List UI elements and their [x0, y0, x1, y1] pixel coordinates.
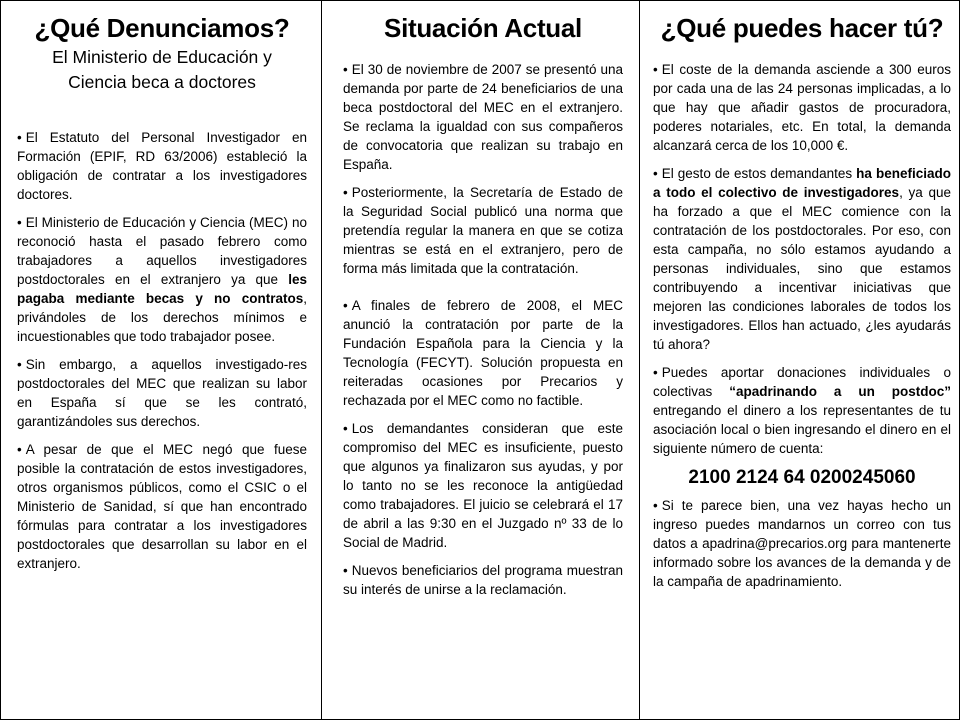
- bullet-icon: •: [17, 130, 22, 145]
- bullet-icon: •: [653, 62, 658, 77]
- bullet-icon: •: [17, 357, 22, 372]
- column-what-you-can-do: [641, 1, 959, 719]
- col1-paragraph-1: • El Estatuto del Personal Investigador en Formación (EPIF, RD 63/2006) estableció la obligación de contratar a los investigadores doctores.: [17, 130, 307, 202]
- col3-paragraph-3: • Puedes aportar donaciones individuales o colectivas “apadrinando a un postdoc” entregando el dinero a los representantes de tu asociación local o bien ingresando el dinero en el siguiente número de cuenta:: [653, 365, 951, 456]
- col3-paragraph-2-emphasis: ha beneficiado a todo el colectivo de investigadores: [653, 166, 951, 200]
- column-3-title: ¿Qué puedes hacer tú?: [660, 13, 944, 43]
- col2-paragraph-1: • El 30 de noviembre de 2007 se presentó una demanda por parte de 24 beneficiarios de una beca postdoctoral del MEC en el extranjero. Se reclama la igualdad con sus compañeros de convocatoria que realizan su trabajo en España.: [343, 62, 623, 172]
- col1-paragraph-2-emphasis: les pagaba mediante becas y no contratos: [17, 272, 307, 306]
- col2-paragraph-4: • Los demandantes consideran que este compromiso del MEC es insuficiente, puesto que algunos ya finalizaron sus ayudas, y por lo tanto no se les reconoce la antigüedad como trabajadores. El juicio se celebrará el 17 de abril a las 9:30 en el Juzgado nº 33 de lo Social de Madrid.: [343, 421, 623, 550]
- bullet-icon: •: [343, 62, 348, 77]
- bullet-icon: •: [343, 185, 348, 200]
- column-divider-1: [321, 1, 322, 719]
- col2-paragraph-3: • A finales de febrero de 2008, el MEC anunció la contratación por parte de la Fundación Española para la Ciencia y la Tecnología (FECYT). Solución propuesta en reiteradas ocasiones por Precarios y rechazada por el MEC como no factible.: [343, 298, 623, 408]
- bullet-icon: •: [343, 421, 348, 436]
- col1-paragraph-2: • El Ministerio de Educación y Ciencia (MEC) no reconoció hasta el pasado febrero como trabajadores a aquellos investigadores postdoctorales en el extranjero ya que les pagaba mediante becas y no contratos, privándoles de los derechos mínimos e incuestionables que todo trabajador posee.: [17, 215, 307, 344]
- bullet-icon: •: [17, 215, 22, 230]
- bullet-icon: •: [343, 298, 348, 313]
- column-divider-2: [639, 1, 640, 719]
- col3-paragraph-2: • El gesto de estos demandantes ha beneficiado a todo el colectivo de investigadores, ya que ha forzado a que el MEC comience con la contratación de los postdoctorales. Por eso, con esta campaña, no sólo estamos ayudando a personas individuales, sino que estamos contribuyendo a incentivar iniciativas que mejoren las condiciones laborales de todos los investigadores. Ellos han actuado, ¿les ayudarás tú ahora?: [653, 166, 951, 352]
- column-1-subtitle-line-2: Ciencia beca a doctores: [68, 72, 256, 92]
- col1-paragraph-3: • Sin embargo, a aquellos investigado-res postdoctorales del MEC que realizan su labor en España sí que se les contrató, garantizándoles sus derechos.: [17, 357, 307, 429]
- bullet-icon: •: [343, 563, 348, 578]
- column-2-title: Situación Actual: [384, 13, 582, 43]
- column-current-situation: [323, 1, 639, 719]
- col2-paragraph-5: • Nuevos beneficiarios del programa muestran su interés de unirse a la reclamación.: [343, 563, 623, 597]
- col3-paragraph-1: • El coste de la demanda asciende a 300 euros por cada una de las 24 personas implicadas, a lo que hay que añadir gastos de procuradora, poderes notariales, etc. En total, la demanda alcanzará cerca de los 10,000 €.: [653, 62, 951, 153]
- bullet-icon: •: [653, 365, 658, 380]
- column-1-title: ¿Qué Denunciamos?: [34, 13, 290, 43]
- bullet-icon: •: [653, 166, 658, 181]
- col1-paragraph-4: • A pesar de que el MEC negó que fuese posible la contratación de estos investigadores, otros organismos públicos, como el CSIC o el Ministerio de Sanidad, sí que han encontrado fórmulas para contratar a los investigadores postdoctorales que desarrollan su labor en el extranjero.: [17, 442, 307, 571]
- bullet-icon: •: [653, 498, 658, 513]
- bank-account-number: 2100 2124 64 0200245060: [688, 467, 916, 488]
- col3-paragraph-3-emphasis: “apadrinando a un postdoc”: [729, 384, 951, 399]
- column-1-subtitle-line-1: El Ministerio de Educación y: [52, 47, 272, 67]
- column-what-we-denounce: [1, 1, 321, 719]
- col3-paragraph-4: • Si te parece bien, una vez hayas hecho un ingreso puedes mandarnos un correo con tus datos a apadrina@precarios.org para mantenerte informado sobre los avances de la demanda y de la campaña de apadrinamiento.: [653, 498, 951, 589]
- bullet-icon: •: [17, 442, 22, 457]
- column-1-subtitle: [17, 45, 307, 95]
- col2-paragraph-2: • Posteriormente, la Secretaría de Estado de la Seguridad Social publicó una norma que pretendía regular la manera en que se cotiza mientras se está en el extranjero, pero de forma más limitada que la contratación.: [343, 185, 623, 276]
